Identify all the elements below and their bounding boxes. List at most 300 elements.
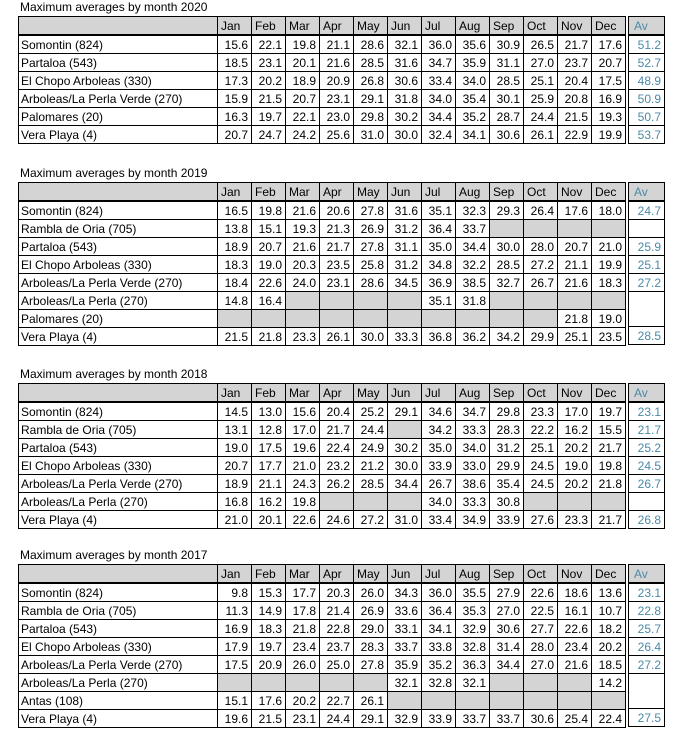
month-header: Jul [422, 17, 456, 36]
table-row [19, 692, 626, 710]
month-header: Sep [490, 17, 524, 36]
value-cell: 29.8 [354, 108, 388, 126]
value-cell: 32.3 [456, 201, 490, 220]
value-cell [388, 692, 422, 710]
value-cell: 35.9 [456, 54, 490, 72]
value-cell: 21.1 [252, 475, 286, 493]
average-row [629, 274, 665, 292]
average-row [629, 602, 665, 620]
value-cell: 20.7 [218, 126, 252, 144]
value-cell: 29.8 [490, 402, 524, 421]
month-header: Apr [320, 565, 354, 584]
value-cell: 27.8 [354, 656, 388, 674]
value-cell: 23.4 [558, 638, 592, 656]
site-name-cell: Partaloa (543) [19, 238, 218, 256]
value-cell: 21.2 [354, 457, 388, 475]
value-cell: 32.2 [456, 256, 490, 274]
value-cell: 24.3 [286, 475, 320, 493]
average-row [629, 439, 665, 457]
value-cell: 26.1 [320, 328, 354, 346]
value-cell: 33.7 [490, 710, 524, 728]
value-cell [558, 292, 592, 310]
value-cell: 23.1 [320, 90, 354, 108]
value-cell: 26.9 [354, 602, 388, 620]
value-cell: 15.6 [218, 35, 252, 54]
value-cell: 19.0 [218, 439, 252, 457]
value-cell: 32.9 [388, 710, 422, 728]
value-cell: 34.5 [388, 274, 422, 292]
value-cell: 34.9 [456, 511, 490, 529]
value-cell: 26.0 [286, 656, 320, 674]
value-cell: 20.7 [218, 457, 252, 475]
average-header-row [629, 565, 665, 584]
month-header: Mar [286, 183, 320, 202]
value-cell: 20.6 [320, 201, 354, 220]
value-cell: 19.3 [592, 108, 626, 126]
average-row [629, 511, 665, 529]
value-cell: 24.9 [354, 439, 388, 457]
average-row [629, 54, 665, 72]
value-cell: 16.9 [592, 90, 626, 108]
month-header: Jun [388, 565, 422, 584]
average-row [629, 309, 665, 327]
value-cell: 33.4 [422, 511, 456, 529]
value-cell: 34.2 [490, 328, 524, 346]
table-row [19, 638, 626, 656]
value-cell: 26.5 [524, 35, 558, 54]
value-cell: 34.1 [456, 126, 490, 144]
average-cell: 26.8 [629, 511, 665, 529]
site-name-cell: Partaloa (543) [19, 54, 218, 72]
value-cell [592, 692, 626, 710]
average-header-row [629, 183, 665, 202]
value-cell: 21.7 [320, 421, 354, 439]
value-cell: 28.7 [490, 108, 524, 126]
value-cell: 34.3 [388, 583, 422, 602]
value-cell [218, 674, 252, 692]
value-cell: 21.7 [558, 35, 592, 54]
value-cell: 21.1 [320, 35, 354, 54]
table-row [19, 72, 626, 90]
site-name-cell: Partaloa (543) [19, 439, 218, 457]
month-header: Feb [252, 565, 286, 584]
data-table [18, 564, 626, 728]
average-cell: 23.1 [629, 583, 665, 602]
value-cell: 21.8 [558, 310, 592, 328]
site-name-cell: Rambla de Oria (705) [19, 421, 218, 439]
value-cell: 9.8 [218, 583, 252, 602]
value-cell [524, 292, 558, 310]
value-cell: 18.9 [286, 72, 320, 90]
value-cell: 28.5 [490, 256, 524, 274]
average-cell: 24.7 [629, 201, 665, 220]
month-header: Dec [592, 183, 626, 202]
value-cell: 36.0 [422, 35, 456, 54]
value-cell: 10.7 [592, 602, 626, 620]
value-cell [422, 692, 456, 710]
value-cell [320, 310, 354, 328]
table-row [19, 475, 626, 493]
header-row [19, 183, 626, 202]
value-cell: 21.4 [320, 602, 354, 620]
value-cell: 34.4 [422, 108, 456, 126]
month-header: Apr [320, 17, 354, 36]
site-name-cell: Antas (108) [19, 692, 218, 710]
month-header: Jul [422, 183, 456, 202]
value-cell: 23.3 [524, 402, 558, 421]
value-cell: 32.8 [422, 674, 456, 692]
month-header: May [354, 17, 388, 36]
value-cell: 19.6 [218, 710, 252, 728]
value-cell: 17.9 [218, 638, 252, 656]
value-cell [388, 493, 422, 511]
value-cell [388, 292, 422, 310]
average-row [629, 292, 665, 310]
value-cell: 20.1 [286, 54, 320, 72]
data-table [18, 182, 626, 346]
value-cell: 31.6 [388, 201, 422, 220]
value-cell: 16.3 [218, 108, 252, 126]
site-name-cell: Vera Playa (4) [19, 511, 218, 529]
value-cell: 20.3 [320, 583, 354, 602]
table-row [19, 35, 626, 54]
value-cell: 25.1 [524, 439, 558, 457]
table-row [19, 583, 626, 602]
value-cell [286, 292, 320, 310]
value-cell: 36.8 [422, 328, 456, 346]
value-cell: 19.0 [252, 256, 286, 274]
value-cell: 18.9 [218, 238, 252, 256]
value-cell: 21.1 [558, 256, 592, 274]
month-header: Apr [320, 183, 354, 202]
value-cell: 30.6 [490, 620, 524, 638]
value-cell: 21.7 [320, 238, 354, 256]
value-cell: 20.2 [558, 439, 592, 457]
value-cell: 21.6 [286, 201, 320, 220]
value-cell: 13.8 [218, 220, 252, 238]
value-cell: 22.6 [524, 583, 558, 602]
value-cell: 30.6 [490, 126, 524, 144]
value-cell: 33.9 [422, 710, 456, 728]
site-name-cell: Vera Playa (4) [19, 126, 218, 144]
value-cell: 22.4 [592, 710, 626, 728]
average-row [629, 90, 665, 108]
site-name-cell: Arboleas/La Perla (270) [19, 674, 218, 692]
value-cell: 19.8 [592, 457, 626, 475]
value-cell [524, 692, 558, 710]
value-cell: 17.6 [592, 35, 626, 54]
value-cell: 17.5 [592, 72, 626, 90]
value-cell [558, 674, 592, 692]
table-row [19, 201, 626, 220]
value-cell: 28.5 [354, 54, 388, 72]
value-cell: 22.1 [286, 108, 320, 126]
value-cell: 22.7 [320, 692, 354, 710]
average-row [629, 256, 665, 274]
site-name-cell: Arboleas/La Perla Verde (270) [19, 656, 218, 674]
average-row [629, 402, 665, 421]
average-row [629, 475, 665, 493]
value-cell: 34.4 [456, 238, 490, 256]
value-cell [388, 421, 422, 439]
value-cell: 19.7 [592, 402, 626, 421]
value-cell: 25.4 [558, 710, 592, 728]
site-name-cell: Rambla de Oria (705) [19, 602, 218, 620]
month-header: Jan [218, 183, 252, 202]
value-cell [320, 493, 354, 511]
value-cell: 17.8 [286, 602, 320, 620]
value-cell: 18.3 [592, 274, 626, 292]
value-cell: 29.1 [388, 402, 422, 421]
value-cell: 33.3 [456, 493, 490, 511]
month-header: Nov [558, 384, 592, 403]
value-cell: 31.4 [490, 638, 524, 656]
value-cell: 25.9 [524, 90, 558, 108]
average-header-row [629, 17, 665, 36]
value-cell: 32.8 [456, 638, 490, 656]
average-cell: 25.2 [629, 439, 665, 457]
value-cell [524, 493, 558, 511]
month-header: Jun [388, 384, 422, 403]
value-cell: 33.9 [422, 457, 456, 475]
value-cell: 19.9 [592, 126, 626, 144]
value-cell: 26.1 [354, 692, 388, 710]
value-cell: 18.3 [252, 620, 286, 638]
value-cell: 18.5 [218, 54, 252, 72]
value-cell: 13.0 [252, 402, 286, 421]
average-row [629, 691, 665, 709]
value-cell: 31.1 [490, 54, 524, 72]
value-cell: 23.7 [558, 54, 592, 72]
value-cell: 35.4 [490, 475, 524, 493]
average-row [629, 327, 665, 345]
value-cell: 25.6 [320, 126, 354, 144]
value-cell: 29.1 [354, 90, 388, 108]
value-cell: 33.3 [388, 328, 422, 346]
average-row [629, 583, 665, 602]
table-row [19, 328, 626, 346]
average-cell [629, 220, 665, 238]
value-cell: 15.5 [592, 421, 626, 439]
header-row [19, 565, 626, 584]
value-cell: 18.4 [218, 274, 252, 292]
value-cell: 23.3 [286, 328, 320, 346]
value-cell [354, 292, 388, 310]
value-cell: 18.3 [218, 256, 252, 274]
average-row [629, 457, 665, 475]
value-cell: 17.5 [218, 656, 252, 674]
average-row [629, 493, 665, 511]
value-cell: 27.8 [354, 201, 388, 220]
value-cell: 31.2 [388, 256, 422, 274]
value-cell: 15.6 [286, 402, 320, 421]
section-title: Maximum averages by month 2019 [20, 166, 208, 180]
value-cell: 28.5 [490, 72, 524, 90]
value-cell: 19.6 [286, 439, 320, 457]
site-name-cell: El Chopo Arboleas (330) [19, 256, 218, 274]
value-cell: 21.8 [252, 328, 286, 346]
month-header: Apr [320, 384, 354, 403]
value-cell [558, 220, 592, 238]
site-name-cell: Palomares (20) [19, 108, 218, 126]
value-cell: 21.6 [558, 274, 592, 292]
value-cell: 35.0 [422, 238, 456, 256]
value-cell: 18.6 [558, 583, 592, 602]
value-cell: 21.7 [592, 439, 626, 457]
header-corner-cell [19, 183, 218, 202]
value-cell: 35.5 [456, 583, 490, 602]
table-row [19, 710, 626, 728]
month-header: Jul [422, 565, 456, 584]
value-cell: 24.4 [320, 710, 354, 728]
value-cell: 21.5 [252, 710, 286, 728]
value-cell: 31.0 [388, 511, 422, 529]
value-cell: 21.6 [558, 656, 592, 674]
month-header: May [354, 565, 388, 584]
value-cell: 28.5 [354, 475, 388, 493]
month-header: Oct [524, 183, 558, 202]
value-cell: 28.0 [524, 238, 558, 256]
value-cell: 17.0 [558, 402, 592, 421]
section-title: Maximum averages by month 2018 [20, 367, 208, 381]
value-cell: 30.0 [490, 238, 524, 256]
site-name-cell: Vera Playa (4) [19, 710, 218, 728]
value-cell: 35.9 [388, 656, 422, 674]
table-row [19, 126, 626, 144]
value-cell: 23.2 [320, 457, 354, 475]
value-cell: 23.5 [592, 328, 626, 346]
month-header: Nov [558, 183, 592, 202]
value-cell: 28.0 [524, 638, 558, 656]
value-cell: 35.3 [456, 602, 490, 620]
value-cell: 20.7 [558, 238, 592, 256]
value-cell: 34.0 [456, 72, 490, 90]
value-cell: 31.2 [490, 439, 524, 457]
average-cell: 21.7 [629, 421, 665, 439]
value-cell: 32.9 [456, 620, 490, 638]
value-cell: 20.2 [286, 692, 320, 710]
value-cell: 34.4 [388, 475, 422, 493]
value-cell: 22.5 [524, 602, 558, 620]
average-header: Av [629, 384, 665, 403]
value-cell: 28.3 [354, 638, 388, 656]
month-header: Mar [286, 17, 320, 36]
value-cell: 15.9 [218, 90, 252, 108]
value-cell: 14.8 [218, 292, 252, 310]
average-row [629, 72, 665, 90]
value-cell: 31.8 [456, 292, 490, 310]
value-cell: 29.3 [490, 201, 524, 220]
average-cell: 25.7 [629, 620, 665, 638]
value-cell: 19.3 [286, 220, 320, 238]
month-header: Feb [252, 183, 286, 202]
value-cell [422, 310, 456, 328]
value-cell: 16.1 [558, 602, 592, 620]
value-cell: 34.7 [422, 54, 456, 72]
value-cell: 22.6 [558, 620, 592, 638]
value-cell: 17.5 [252, 439, 286, 457]
average-cell: 26.7 [629, 475, 665, 493]
header-row [19, 17, 626, 36]
header-corner-cell [19, 565, 218, 584]
value-cell [286, 674, 320, 692]
value-cell: 31.8 [388, 90, 422, 108]
header-corner-cell [19, 384, 218, 403]
value-cell: 21.8 [592, 475, 626, 493]
average-cell: 25.1 [629, 256, 665, 274]
average-row [629, 638, 665, 656]
average-row [629, 674, 665, 692]
table-row [19, 656, 626, 674]
value-cell: 20.4 [558, 72, 592, 90]
value-cell [456, 692, 490, 710]
average-cell: 28.5 [629, 327, 665, 345]
value-cell: 22.8 [320, 620, 354, 638]
average-header-row [629, 384, 665, 403]
value-cell: 21.5 [218, 328, 252, 346]
value-cell: 22.1 [252, 35, 286, 54]
value-cell: 34.0 [422, 90, 456, 108]
value-cell [490, 692, 524, 710]
average-cell: 50.9 [629, 90, 665, 108]
value-cell: 22.6 [252, 274, 286, 292]
value-cell: 17.0 [286, 421, 320, 439]
site-name-cell: Somontin (824) [19, 201, 218, 220]
value-cell: 30.0 [388, 457, 422, 475]
value-cell: 38.6 [456, 475, 490, 493]
average-row [629, 126, 665, 144]
value-cell [388, 310, 422, 328]
value-cell: 26.1 [524, 126, 558, 144]
value-cell: 17.6 [252, 692, 286, 710]
value-cell: 24.7 [252, 126, 286, 144]
site-name-cell: Partaloa (543) [19, 620, 218, 638]
month-header: Jun [388, 183, 422, 202]
value-cell: 17.6 [558, 201, 592, 220]
value-cell: 21.0 [592, 238, 626, 256]
value-cell [456, 310, 490, 328]
month-header: Aug [456, 17, 490, 36]
month-header: Jan [218, 565, 252, 584]
value-cell: 24.4 [524, 108, 558, 126]
table-row [19, 310, 626, 328]
value-cell: 27.7 [524, 620, 558, 638]
site-name-cell: Palomares (20) [19, 310, 218, 328]
table-row [19, 493, 626, 511]
value-cell: 24.6 [320, 511, 354, 529]
value-cell [490, 220, 524, 238]
value-cell: 15.1 [252, 220, 286, 238]
table-row [19, 54, 626, 72]
value-cell: 21.0 [218, 511, 252, 529]
average-cell [629, 292, 665, 310]
value-cell: 33.3 [456, 421, 490, 439]
month-header: Jan [218, 384, 252, 403]
value-cell: 19.9 [592, 256, 626, 274]
value-cell: 34.1 [422, 620, 456, 638]
value-cell: 20.3 [286, 256, 320, 274]
value-cell: 20.2 [592, 638, 626, 656]
value-cell: 32.7 [490, 274, 524, 292]
site-name-cell: Arboleas/La Perla (270) [19, 292, 218, 310]
average-cell: 23.1 [629, 402, 665, 421]
average-cell: 26.4 [629, 638, 665, 656]
header-row [19, 384, 626, 403]
value-cell: 36.0 [422, 583, 456, 602]
month-header: Aug [456, 183, 490, 202]
value-cell: 24.2 [286, 126, 320, 144]
value-cell: 32.1 [456, 674, 490, 692]
